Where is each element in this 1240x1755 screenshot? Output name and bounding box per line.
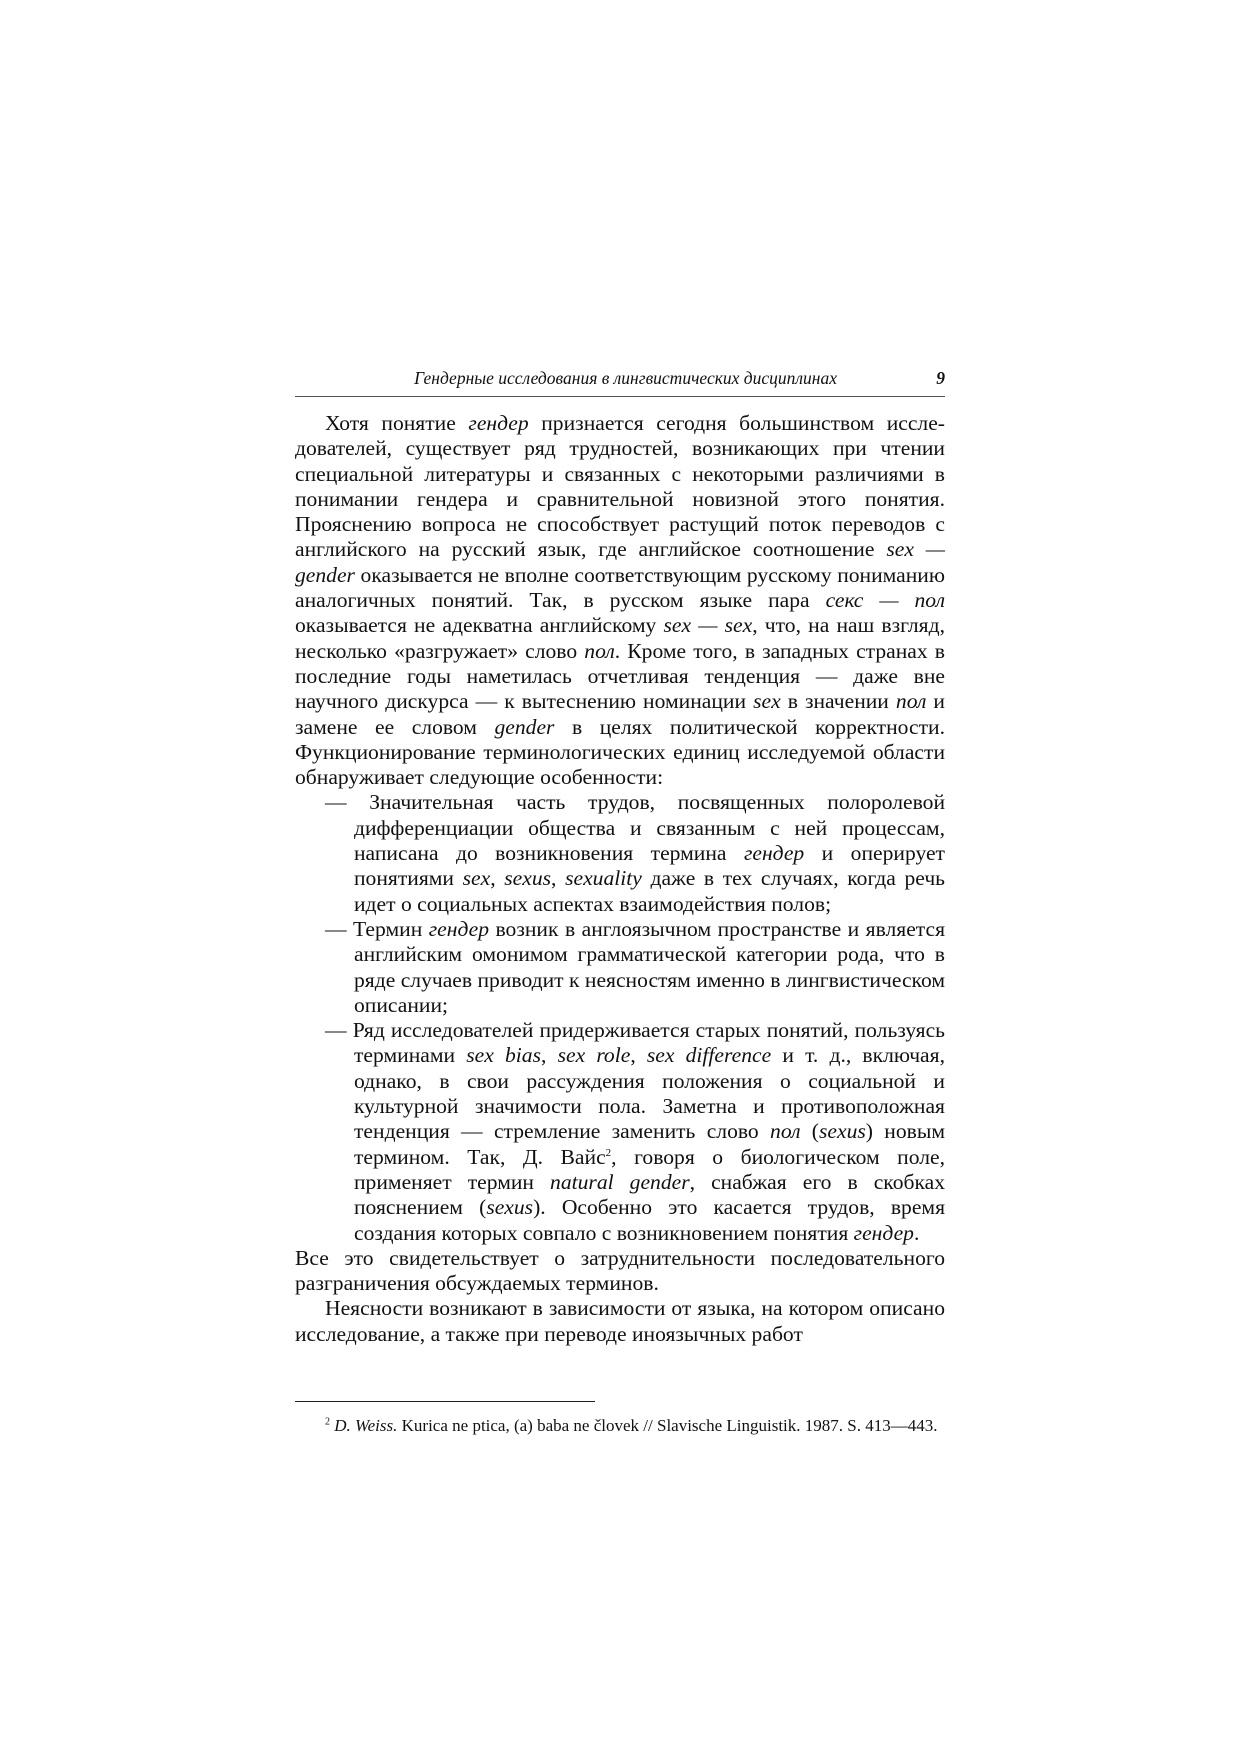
text-run: в целях политической корректности. Функционирование терминологических единиц исследуемой области обнаруживает следующие особенности: [295, 714, 945, 790]
italic-term: gender [494, 714, 555, 739]
text-run: , [541, 1043, 558, 1068]
footnote-author: D. Weiss. [334, 1416, 398, 1435]
header-rule [295, 396, 945, 397]
text-run: в значении [780, 689, 896, 714]
italic-term: sexus [504, 866, 552, 891]
text-run: , говоря о биологическом поле, применяет термин [354, 1144, 945, 1194]
italic-term: sexuality [565, 866, 642, 891]
italic-term: natural gender [550, 1169, 690, 1194]
italic-term: секс — пол [825, 588, 945, 613]
paragraph-3: Неясности возникают в зависимости от языка, на котором описано исследование, а также при переводе иноязычных работ [295, 1296, 945, 1346]
text-run: . [913, 1220, 920, 1245]
italic-term: sex [753, 689, 781, 714]
italic-term: sex role [557, 1043, 631, 1068]
footnote [295, 1414, 945, 1437]
text-run: , что, на наш взгляд, несколько «разгружает» слово [295, 613, 945, 663]
text-run: и оперирует понятиями [354, 841, 945, 891]
running-title: Гендерные исследования в лингвистических дисциплинах [414, 368, 837, 388]
text-run: и т. д., включая, однако, в свои рассуждения положения о социальной и культурной значимости пола. Заметна и противоположная тенденция — стремление заменить слово [354, 1043, 945, 1144]
text-run: , снабжая его в скобках пояснением ( [354, 1169, 946, 1220]
italic-term: гендер [743, 841, 805, 866]
paragraph-1 [295, 411, 945, 790]
footnote-number: 2 [325, 1416, 330, 1428]
italic-term: пол [584, 638, 615, 663]
italic-term: гендер [468, 411, 529, 435]
text-run: . Кроме того, в западных странах в последние годы наметилась отчетливая тенденция — даже вне научного дискурса — к вытеснению номинации [295, 638, 945, 714]
italic-term: sex [462, 866, 491, 891]
text-run: и замене ее словом [295, 689, 945, 739]
italic-term: гендер [853, 1220, 914, 1245]
italic-term: sex — sex [663, 613, 753, 638]
text-run: оказывается не вполне соответствующим русскому пониманию аналогичных понятий. Так, в русском языке пара [295, 562, 945, 613]
text-run: ( [800, 1119, 819, 1144]
text-run: признается сегодня большинством исследователей, существует ряд трудностей, возникающих при чтении специальной литературы и связанных с некоторыми различиями в понимании гендера и сравнительной новизной этого понятия. Прояснению вопроса не способствует растущий поток переводов с английского на русский язык, где английское соотношение [295, 411, 945, 562]
italic-term: sex — gender [295, 537, 946, 587]
italic-term: пол [770, 1119, 801, 1144]
italic-term: пол [895, 689, 927, 714]
text-run: , [490, 866, 505, 891]
text-run: оказывается не адекватна английскому [295, 613, 664, 638]
paragraph-2: Все это свидетельствует о затруднительности последовательного разграничения обсуждаемых терминов. [295, 1245, 945, 1296]
italic-term: sex bias [466, 1043, 541, 1068]
body-text [295, 411, 945, 1347]
footnote-ref[interactable]: 2 [605, 1146, 612, 1159]
text-run: — Термин [325, 916, 429, 941]
list-item [295, 790, 945, 916]
text-run: возник в англоязычном пространстве и является английским омонимом грамматической категории рода, что в ряде случаев приводит к неясностям именно в лингвистическом описании; [354, 916, 945, 1017]
text-run: , [551, 866, 566, 891]
italic-term: гендер [428, 916, 490, 941]
italic-term: sexus [486, 1195, 534, 1220]
text-run: Хотя понятие [325, 411, 469, 435]
text-run: ). Особенно это касается трудов, время создания которых совпало с возникновением понятия [354, 1195, 945, 1245]
text-run: — Ряд исследователей придерживается старых понятий, пользуясь терминами [325, 1018, 945, 1068]
text-run: даже в тех случаях, когда речь идет о социальных аспектах взаимодействия полов; [354, 866, 946, 916]
list-item [295, 1018, 945, 1246]
text-run: , [630, 1043, 647, 1068]
features-list [295, 790, 945, 1245]
text-run: ) новым термином. Так, Д. Вайс [354, 1119, 945, 1169]
list-item [295, 917, 945, 1018]
footnote-rule [295, 1401, 595, 1402]
page-number: 9 [936, 368, 945, 388]
footnote-text: Kurica ne ptica, (a) baba ne človek // Slavische Linguistik. 1987. S. 413—443. [397, 1416, 938, 1435]
italic-term: sex difference [646, 1043, 772, 1068]
italic-term: sexus [819, 1119, 866, 1144]
text-run: — Значительная часть трудов, посвященных полоролевой дифференциации общества и связанным с ней процессам, написана до возникновения термина [325, 790, 945, 866]
